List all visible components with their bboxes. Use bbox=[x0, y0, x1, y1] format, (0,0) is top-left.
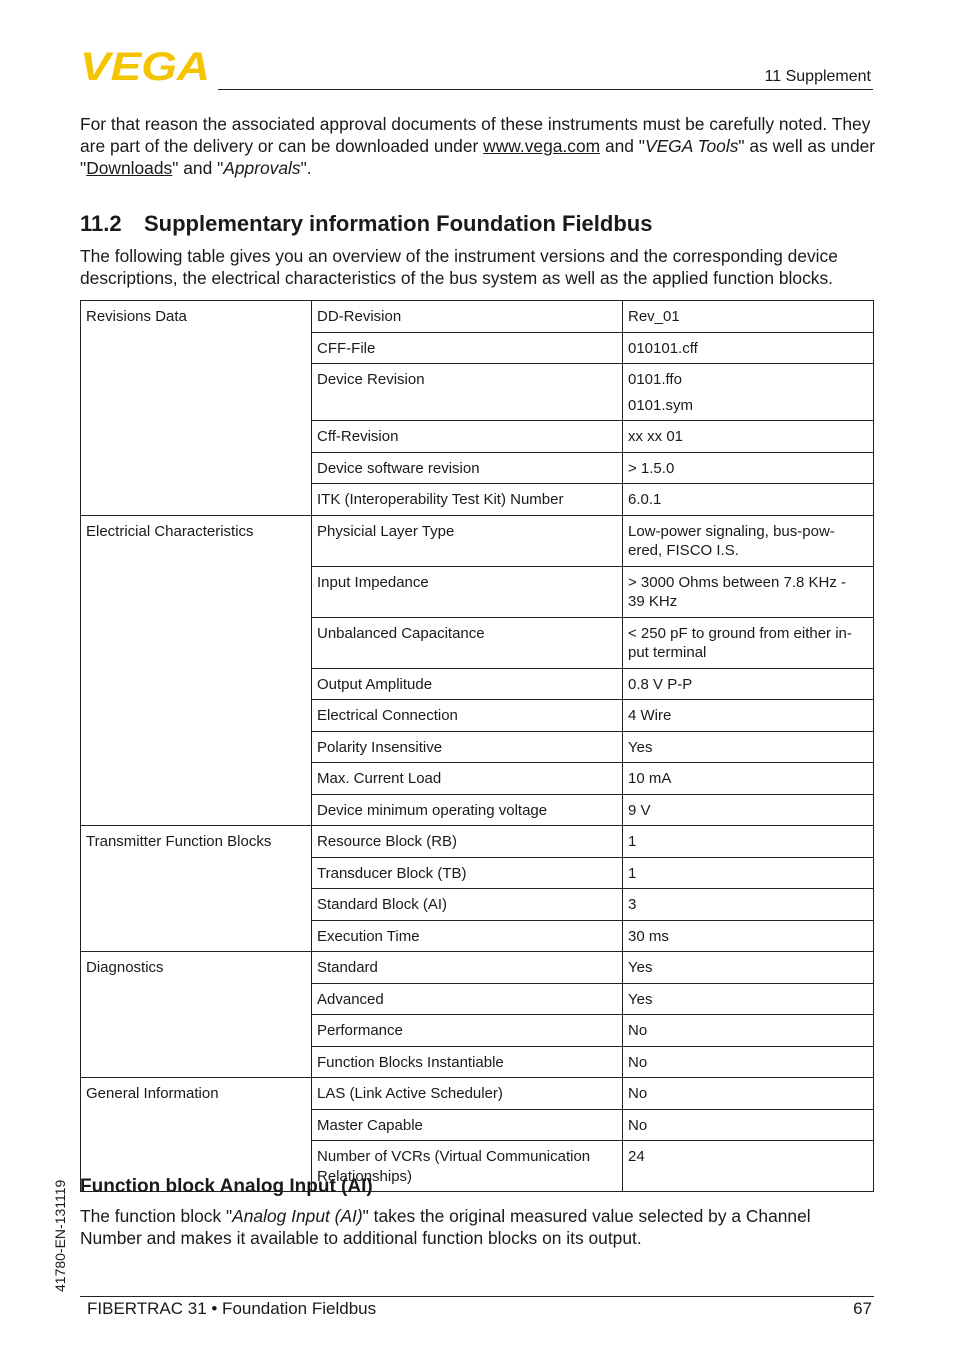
parameter-cell: Function Blocks Instantiable bbox=[312, 1046, 623, 1078]
value-text: Yes bbox=[628, 990, 653, 1008]
value-cell bbox=[623, 763, 874, 795]
section-title: Supplementary information Foundation Fieldbus bbox=[144, 211, 653, 236]
parameter-cell: Output Amplitude bbox=[312, 668, 623, 700]
value-text: No bbox=[628, 1022, 648, 1039]
value-text: Rev_01 bbox=[628, 308, 680, 325]
value-text: 0.8 V P-P bbox=[628, 675, 693, 693]
value-cell bbox=[623, 889, 874, 921]
value-text: Yes bbox=[628, 959, 653, 976]
parameter-cell: DD-Revision bbox=[312, 301, 623, 333]
group-label-cell: Revisions Data bbox=[81, 301, 312, 516]
parameter-cell: Electrical Connection bbox=[312, 700, 623, 732]
parameter-cell: Advanced bbox=[312, 983, 623, 1015]
value-text: No bbox=[628, 1085, 648, 1102]
document-id: 41780-EN-131119 bbox=[52, 1179, 68, 1292]
parameter-cell: Execution Time bbox=[312, 920, 623, 952]
group-label-cell: General Information bbox=[81, 1078, 312, 1192]
parameter-cell: Device software revision bbox=[312, 452, 623, 484]
function-block-heading: Function block Analog Input (AI) bbox=[80, 1176, 373, 1197]
parameter-cell: Physicial Layer Type bbox=[312, 515, 623, 566]
value-cell bbox=[623, 920, 874, 952]
parameter-cell: Standard bbox=[312, 952, 623, 984]
value-text: < 250 pF to ground from either in- put terminal bbox=[628, 624, 852, 661]
parameter-cell: Device minimum operating voltage bbox=[312, 794, 623, 826]
value-text-secondary: 0101.sym bbox=[628, 396, 694, 414]
parameter-cell: Number of VCRs (Virtual Communication Relationships) bbox=[312, 1141, 623, 1192]
value-cell bbox=[623, 515, 874, 566]
value-cell bbox=[623, 1109, 874, 1141]
value-cell bbox=[623, 857, 874, 889]
parameter-cell: Device Revision bbox=[312, 364, 623, 421]
parameter-cell: CFF-File bbox=[312, 332, 623, 364]
footer-divider bbox=[80, 1296, 874, 1297]
value-text: No bbox=[628, 1053, 648, 1071]
page-number: 67 bbox=[853, 1299, 872, 1318]
parameter-cell: Input Impedance bbox=[312, 566, 623, 617]
value-cell bbox=[623, 1046, 874, 1078]
value-text: xx xx 01 bbox=[628, 428, 684, 445]
table-row bbox=[81, 515, 874, 566]
table-row bbox=[81, 1078, 874, 1110]
downloads-link[interactable]: Downloads bbox=[86, 158, 173, 178]
parameter-cell: ITK (Interoperability Test Kit) Number bbox=[312, 484, 623, 516]
header-divider bbox=[218, 89, 873, 90]
value-cell bbox=[623, 700, 874, 732]
value-text: 3 bbox=[628, 896, 637, 913]
parameter-cell: Transducer Block (TB) bbox=[312, 857, 623, 889]
vega-website-link[interactable]: www.vega.com bbox=[483, 136, 601, 156]
value-cell bbox=[623, 452, 874, 484]
value-text: 010101.cff bbox=[628, 339, 698, 357]
logo-text: VEGA bbox=[80, 50, 210, 84]
value-cell bbox=[623, 1015, 874, 1047]
value-cell bbox=[623, 794, 874, 826]
value-text: 6.0.1 bbox=[628, 491, 662, 508]
function-block-description: The function block "Analog Input (AI)" takes the original measured value selected by a Channel Number and makes it available to additional function blocks on its output. bbox=[80, 1206, 811, 1248]
value-cell bbox=[623, 301, 874, 333]
group-label-cell: Electricial Characteristics bbox=[81, 515, 312, 826]
value-text: 10 mA bbox=[628, 770, 672, 787]
value-cell bbox=[623, 566, 874, 617]
intro-paragraph: For that reason the associated approval documents of these instruments must be carefully noted. They are part of the delivery or can be downloaded under www.vega.com and "VEGA Tools" as well as under "Downloads" and "Approvals". bbox=[80, 114, 876, 178]
fieldbus-info-table bbox=[80, 300, 874, 1192]
value-text: 1 bbox=[628, 864, 637, 882]
value-cell bbox=[623, 421, 874, 453]
section-lead: The following table gives you an overview of the instrument versions and the corresponding device descriptions, the electrical characteristics of the bus system as well as the applied function blocks. bbox=[80, 246, 838, 288]
value-text: > 1.5.0 bbox=[628, 459, 675, 477]
value-text: > 3000 Ohms between 7.8 KHz - 39 KHz bbox=[628, 573, 847, 610]
value-text: 9 V bbox=[628, 801, 651, 819]
table-row bbox=[81, 826, 874, 858]
value-cell bbox=[623, 1078, 874, 1110]
value-text: Low-power signaling, bus-pow- ered, FISCO I.S. bbox=[628, 522, 835, 559]
group-label-cell: Transmitter Function Blocks bbox=[81, 826, 312, 952]
parameter-cell: Resource Block (RB) bbox=[312, 826, 623, 858]
table-row bbox=[81, 301, 874, 333]
value-text: No bbox=[628, 1116, 648, 1134]
value-cell bbox=[623, 617, 874, 668]
value-text: 1 bbox=[628, 833, 637, 850]
value-text: 0101.ffo bbox=[628, 371, 682, 388]
value-cell bbox=[623, 952, 874, 984]
footer-title: FIBERTRAC 31 • Foundation Fieldbus bbox=[87, 1299, 377, 1318]
value-cell bbox=[623, 731, 874, 763]
parameter-cell: LAS (Link Active Scheduler) bbox=[312, 1078, 623, 1110]
value-cell bbox=[623, 364, 874, 421]
value-cell bbox=[623, 983, 874, 1015]
value-cell bbox=[623, 1141, 874, 1192]
value-cell bbox=[623, 484, 874, 516]
parameter-cell: Unbalanced Capacitance bbox=[312, 617, 623, 668]
group-label-cell: Diagnostics bbox=[81, 952, 312, 1078]
value-cell bbox=[623, 668, 874, 700]
parameter-cell: Polarity Insensitive bbox=[312, 731, 623, 763]
section-heading bbox=[80, 211, 652, 237]
parameter-cell: Standard Block (AI) bbox=[312, 889, 623, 921]
parameter-cell: Cff-Revision bbox=[312, 421, 623, 453]
parameter-cell: Master Capable bbox=[312, 1109, 623, 1141]
section-label: 11 Supplement bbox=[764, 68, 871, 85]
value-text: 4 Wire bbox=[628, 707, 672, 724]
value-cell bbox=[623, 332, 874, 364]
parameter-cell: Performance bbox=[312, 1015, 623, 1047]
value-text: 24 bbox=[628, 1148, 645, 1165]
value-text: Yes bbox=[628, 738, 653, 756]
table-row bbox=[81, 952, 874, 984]
section-number: 11.2 bbox=[80, 211, 122, 236]
value-text: 30 ms bbox=[628, 927, 669, 945]
parameter-cell: Max. Current Load bbox=[312, 763, 623, 795]
vega-logo bbox=[80, 50, 212, 84]
value-cell bbox=[623, 826, 874, 858]
